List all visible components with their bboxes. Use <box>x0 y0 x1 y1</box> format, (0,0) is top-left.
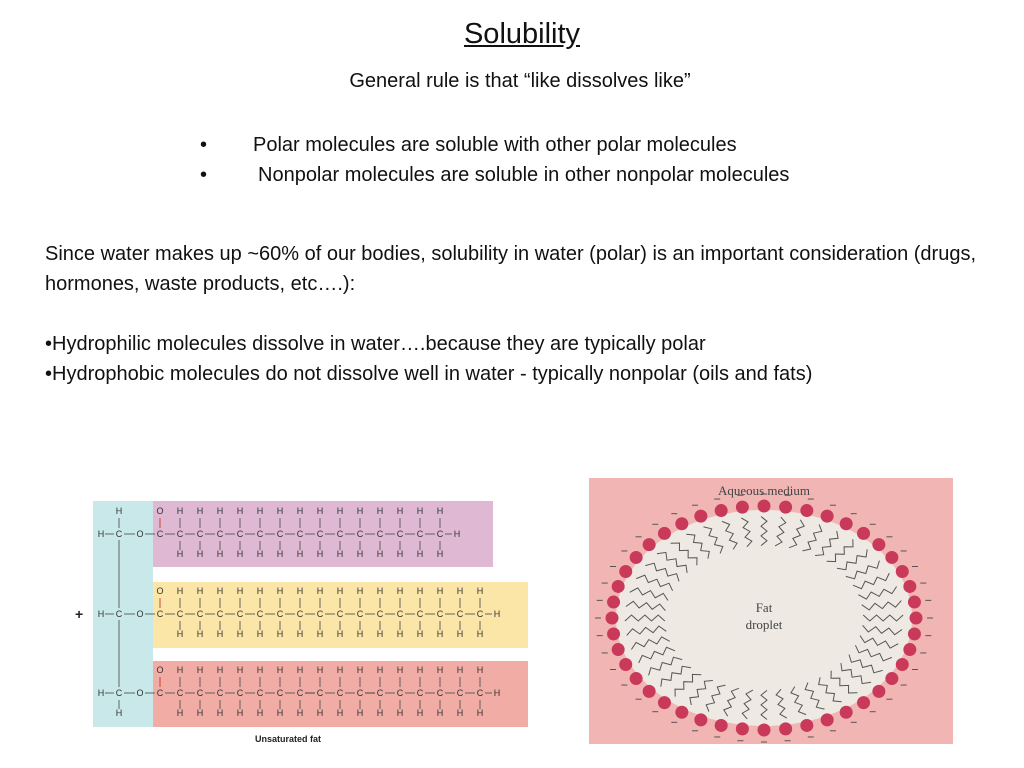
svg-text:H: H <box>376 549 384 559</box>
polar-head <box>758 724 771 737</box>
svg-text:H: H <box>276 629 284 639</box>
water-paragraph: Since water makes up ~60% of our bodies, solubility in water (polar) is an important consideration (drugs, hormones, waste products, etc….): <box>45 243 977 295</box>
svg-text:H: H <box>336 506 344 516</box>
svg-text:H: H <box>115 506 123 516</box>
svg-text:H: H <box>196 708 204 718</box>
svg-text:C: C <box>156 609 164 619</box>
polar-head <box>800 719 813 732</box>
svg-text:H: H <box>176 586 184 596</box>
svg-text:H: H <box>236 506 244 516</box>
svg-text:C: C <box>336 529 344 539</box>
svg-text:C: C <box>356 609 364 619</box>
svg-text:H: H <box>216 708 224 718</box>
polar-head <box>903 580 916 593</box>
svg-text:H: H <box>416 506 424 516</box>
svg-text:C: C <box>416 609 424 619</box>
svg-text:H: H <box>176 665 184 675</box>
svg-text:C: C <box>416 529 424 539</box>
svg-text:C: C <box>115 529 123 539</box>
svg-text:C: C <box>216 609 224 619</box>
svg-text:H: H <box>316 629 324 639</box>
fat-droplet-figure <box>589 478 953 744</box>
svg-text:H: H <box>476 629 484 639</box>
water-bullet-list <box>45 329 812 389</box>
svg-text:H: H <box>336 665 344 675</box>
svg-text:H: H <box>256 549 264 559</box>
svg-text:C: C <box>456 688 464 698</box>
svg-text:C: C <box>236 688 244 698</box>
polar-head <box>715 719 728 732</box>
polar-head <box>872 538 885 551</box>
svg-text:H: H <box>276 549 284 559</box>
svg-text:C: C <box>115 688 123 698</box>
svg-text:H: H <box>396 506 404 516</box>
svg-text:O: O <box>156 586 164 596</box>
bullet-marker: • <box>200 134 208 156</box>
svg-text:C: C <box>196 688 204 698</box>
svg-text:H: H <box>376 506 384 516</box>
polar-head <box>694 713 707 726</box>
polar-head <box>612 580 625 593</box>
polar-head <box>896 658 909 671</box>
svg-text:C: C <box>176 609 184 619</box>
polar-head <box>736 501 749 514</box>
svg-text:H: H <box>436 708 444 718</box>
svg-text:C: C <box>476 688 484 698</box>
svg-text:H: H <box>416 586 424 596</box>
svg-text:H: H <box>316 665 324 675</box>
svg-text:H: H <box>356 629 364 639</box>
svg-text:C: C <box>396 609 404 619</box>
svg-text:H: H <box>296 549 304 559</box>
polar-head <box>821 510 834 523</box>
svg-text:C: C <box>296 688 304 698</box>
svg-text:H: H <box>176 629 184 639</box>
svg-text:H: H <box>493 609 501 619</box>
svg-text:C: C <box>276 688 284 698</box>
svg-text:H: H <box>276 586 284 596</box>
polar-head <box>872 685 885 698</box>
svg-text:O: O <box>156 665 164 675</box>
polar-head <box>643 685 656 698</box>
polar-head <box>896 565 909 578</box>
svg-text:H: H <box>236 665 244 675</box>
svg-text:H: H <box>416 665 424 675</box>
svg-text:H: H <box>296 506 304 516</box>
list-item-text: Polar molecules are soluble with other polar molecules <box>253 134 737 156</box>
svg-text:H: H <box>216 586 224 596</box>
svg-text:C: C <box>216 688 224 698</box>
polar-head <box>908 627 921 640</box>
svg-text:C: C <box>196 609 204 619</box>
svg-text:C: C <box>356 688 364 698</box>
list-item <box>200 130 789 160</box>
svg-text:H: H <box>196 665 204 675</box>
svg-text:H: H <box>236 629 244 639</box>
svg-text:H: H <box>176 708 184 718</box>
svg-text:H: H <box>336 586 344 596</box>
polar-head <box>612 643 625 656</box>
svg-text:C: C <box>276 609 284 619</box>
svg-text:H: H <box>196 586 204 596</box>
list-item <box>200 160 789 190</box>
svg-text:H: H <box>493 688 501 698</box>
svg-text:H: H <box>115 708 123 718</box>
svg-text:H: H <box>416 708 424 718</box>
svg-text:H: H <box>97 529 105 539</box>
svg-text:C: C <box>316 688 324 698</box>
svg-text:C: C <box>296 529 304 539</box>
svg-text:C: C <box>256 529 264 539</box>
polar-head <box>607 627 620 640</box>
svg-text:H: H <box>396 586 404 596</box>
fat-droplet-label-2: droplet <box>745 617 783 632</box>
svg-text:O: O <box>136 529 144 539</box>
polar-head <box>779 501 792 514</box>
slide-subtitle: General rule is that “like dissolves like” <box>349 70 691 92</box>
svg-text:C: C <box>376 609 384 619</box>
polar-head <box>619 658 632 671</box>
svg-text:H: H <box>376 665 384 675</box>
svg-text:O: O <box>136 688 144 698</box>
svg-text:C: C <box>336 688 344 698</box>
svg-text:H: H <box>216 549 224 559</box>
svg-text:H: H <box>376 708 384 718</box>
svg-text:H: H <box>476 665 484 675</box>
svg-text:H: H <box>336 708 344 718</box>
like-dissolves-like-list <box>200 130 789 190</box>
svg-text:H: H <box>376 586 384 596</box>
svg-text:H: H <box>396 708 404 718</box>
polar-head <box>715 504 728 517</box>
svg-text:C: C <box>156 529 164 539</box>
svg-text:C: C <box>276 529 284 539</box>
svg-text:H: H <box>256 586 264 596</box>
svg-text:O: O <box>136 609 144 619</box>
polar-head <box>910 612 923 625</box>
polar-head <box>779 722 792 735</box>
polar-head <box>675 517 688 530</box>
svg-text:H: H <box>376 629 384 639</box>
svg-text:C: C <box>416 688 424 698</box>
polar-head <box>675 706 688 719</box>
svg-text:C: C <box>316 529 324 539</box>
polar-head <box>821 713 834 726</box>
svg-text:C: C <box>396 529 404 539</box>
svg-text:H: H <box>196 549 204 559</box>
svg-text:C: C <box>376 688 384 698</box>
svg-text:H: H <box>316 549 324 559</box>
svg-text:H: H <box>236 708 244 718</box>
polar-head <box>658 696 671 709</box>
svg-text:C: C <box>256 688 264 698</box>
svg-text:H: H <box>456 665 464 675</box>
svg-text:H: H <box>436 586 444 596</box>
polar-head <box>857 696 870 709</box>
svg-text:C: C <box>436 529 444 539</box>
svg-text:C: C <box>336 609 344 619</box>
svg-text:H: H <box>256 506 264 516</box>
list-item: •Hydrophilic molecules dissolve in water….because they are typically polar <box>45 333 706 355</box>
svg-text:H: H <box>216 629 224 639</box>
svg-text:H: H <box>456 586 464 596</box>
polar-head <box>619 565 632 578</box>
svg-text:C: C <box>316 609 324 619</box>
svg-text:H: H <box>216 506 224 516</box>
polar-head <box>658 527 671 540</box>
svg-text:H: H <box>416 629 424 639</box>
bullet-marker: • <box>200 164 208 186</box>
svg-text:H: H <box>196 629 204 639</box>
polar-head <box>800 504 813 517</box>
svg-text:C: C <box>196 529 204 539</box>
svg-text:H: H <box>456 629 464 639</box>
svg-text:H: H <box>176 506 184 516</box>
svg-text:C: C <box>176 529 184 539</box>
svg-text:H: H <box>316 506 324 516</box>
svg-text:H: H <box>276 506 284 516</box>
svg-text:H: H <box>236 549 244 559</box>
svg-text:H: H <box>356 586 364 596</box>
svg-text:H: H <box>97 688 105 698</box>
svg-text:H: H <box>436 549 444 559</box>
svg-text:C: C <box>376 529 384 539</box>
polar-head <box>607 596 620 609</box>
svg-text:C: C <box>296 609 304 619</box>
svg-text:H: H <box>436 506 444 516</box>
polar-head <box>885 551 898 564</box>
list-item: •Hydrophobic molecules do not dissolve well in water - typically nonpolar (oils and fats) <box>45 363 813 385</box>
unsaturated-fat-structure-figure <box>75 480 535 748</box>
svg-text:H: H <box>236 586 244 596</box>
polar-head <box>643 538 656 551</box>
svg-text:H: H <box>316 586 324 596</box>
svg-text:C: C <box>156 688 164 698</box>
polar-head <box>758 500 771 513</box>
polar-head <box>840 517 853 530</box>
svg-text:H: H <box>97 609 105 619</box>
svg-text:H: H <box>396 549 404 559</box>
svg-text:C: C <box>236 609 244 619</box>
svg-text:C: C <box>115 609 123 619</box>
svg-text:C: C <box>256 609 264 619</box>
svg-text:C: C <box>436 609 444 619</box>
plus-sign: + <box>75 606 84 622</box>
svg-text:H: H <box>276 665 284 675</box>
svg-text:C: C <box>456 609 464 619</box>
polar-head <box>630 672 643 685</box>
polar-head <box>840 706 853 719</box>
svg-text:H: H <box>296 586 304 596</box>
polar-head <box>694 510 707 523</box>
svg-text:H: H <box>476 708 484 718</box>
svg-text:H: H <box>436 665 444 675</box>
svg-text:C: C <box>236 529 244 539</box>
svg-text:H: H <box>456 708 464 718</box>
svg-text:H: H <box>336 549 344 559</box>
svg-text:H: H <box>216 665 224 675</box>
svg-text:C: C <box>176 688 184 698</box>
svg-text:C: C <box>396 688 404 698</box>
svg-text:C: C <box>216 529 224 539</box>
svg-text:C: C <box>356 529 364 539</box>
polar-head <box>908 596 921 609</box>
polar-head <box>606 612 619 625</box>
svg-text:H: H <box>196 506 204 516</box>
svg-text:H: H <box>396 665 404 675</box>
fat-droplet-label: Fat <box>755 600 773 615</box>
svg-text:H: H <box>453 529 461 539</box>
figure-caption: Unsaturated fat <box>255 734 322 744</box>
aqueous-medium-label: Aqueous medium <box>717 483 811 498</box>
svg-text:H: H <box>356 665 364 675</box>
svg-text:H: H <box>436 629 444 639</box>
svg-text:C: C <box>436 688 444 698</box>
svg-text:H: H <box>256 708 264 718</box>
svg-text:H: H <box>396 629 404 639</box>
polar-head <box>630 551 643 564</box>
svg-text:H: H <box>276 708 284 718</box>
svg-text:H: H <box>336 629 344 639</box>
svg-text:H: H <box>416 549 424 559</box>
polar-head <box>903 643 916 656</box>
svg-text:H: H <box>176 549 184 559</box>
svg-text:H: H <box>256 665 264 675</box>
slide-title: Solubility <box>463 18 581 50</box>
polar-head <box>736 722 749 735</box>
svg-text:H: H <box>256 629 264 639</box>
svg-text:H: H <box>356 708 364 718</box>
svg-text:H: H <box>296 629 304 639</box>
polar-head <box>885 672 898 685</box>
svg-text:H: H <box>356 506 364 516</box>
polar-head <box>857 527 870 540</box>
svg-text:H: H <box>296 665 304 675</box>
svg-text:H: H <box>356 549 364 559</box>
svg-text:H: H <box>316 708 324 718</box>
svg-text:O: O <box>156 506 164 516</box>
svg-text:H: H <box>476 586 484 596</box>
list-item-text: Nonpolar molecules are soluble in other nonpolar molecules <box>258 164 790 186</box>
svg-text:C: C <box>476 609 484 619</box>
svg-text:H: H <box>296 708 304 718</box>
